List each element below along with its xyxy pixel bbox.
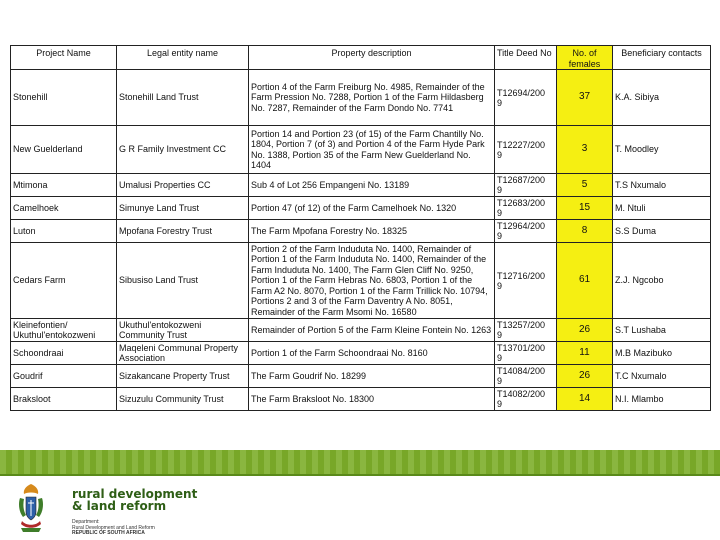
project-name-cell: New Guelderland <box>11 126 117 174</box>
entity-name-cell: Umalusi Properties CC <box>117 174 249 197</box>
title-deed-cell: T13701/200 9 <box>495 342 557 365</box>
beneficiary-contact-cell: M.B Mazibuko <box>613 342 711 365</box>
property-description-cell: Portion 14 and Portion 23 (of 15) of the Farm Chantilly No. 1804, Portion 7 (of 3) and Portion 4 of the Farm Hyde Park No. 1388, Portion 35 of the Farm New Guelderland No. 1404 <box>249 126 495 174</box>
females-count-cell: 8 <box>557 220 613 243</box>
beneficiary-contact-cell: T.S Nxumalo <box>613 174 711 197</box>
project-name-cell: Mtimona <box>11 174 117 197</box>
header-property: Property description <box>249 46 495 70</box>
beneficiary-contact-cell: M. Ntuli <box>613 197 711 220</box>
header-entity: Legal entity name <box>117 46 249 70</box>
entity-name-cell: Sizuzulu Community Trust <box>117 388 249 411</box>
property-description-cell: The Farm Goudrif No. 18299 <box>249 365 495 388</box>
beneficiary-contact-cell: S.T Lushaba <box>613 319 711 342</box>
table-row <box>11 319 711 342</box>
property-description-cell: Portion 1 of the Farm Schoondraai No. 8160 <box>249 342 495 365</box>
property-description-cell: Sub 4 of Lot 256 Empangeni No. 13189 <box>249 174 495 197</box>
beneficiary-contact-cell: N.I. Mlambo <box>613 388 711 411</box>
property-description-cell: The Farm Braksloot No. 18300 <box>249 388 495 411</box>
header-project: Project Name <box>11 46 117 70</box>
table-row <box>11 342 711 365</box>
entity-name-cell: Maqeleni Communal Property Association <box>117 342 249 365</box>
project-name-cell: Kleinefontien/ Ukuthul'entokozweni <box>11 319 117 342</box>
entity-name-cell: Mpofana Forestry Trust <box>117 220 249 243</box>
females-count-cell: 5 <box>557 174 613 197</box>
project-name-cell: Schoondraai <box>11 342 117 365</box>
property-description-cell: Remainder of Portion 5 of the Farm Kleine Fontein No. 1263 <box>249 319 495 342</box>
brand-name <box>72 488 197 512</box>
title-deed-cell: T12716/200 9 <box>495 243 557 319</box>
property-description-cell: The Farm Mpofana Forestry No. 18325 <box>249 220 495 243</box>
females-count-cell: 26 <box>557 365 613 388</box>
footer-bar <box>0 450 720 474</box>
property-description-cell: Portion 4 of the Farm Freiburg No. 4985, Remainder of the Farm Pression No. 7288, Portion 1 of the Farm Hildasberg No. 7287, Remainder of the Farm Dondo No. 7741 <box>249 70 495 126</box>
project-name-cell: Cedars Farm <box>11 243 117 319</box>
department-logo <box>10 482 310 538</box>
table-row <box>11 365 711 388</box>
title-deed-cell: T12683/200 9 <box>495 197 557 220</box>
title-deed-cell: T14084/200 9 <box>495 365 557 388</box>
entity-name-cell: Stonehill Land Trust <box>117 70 249 126</box>
project-name-cell: Goudrif <box>11 365 117 388</box>
brand-line-1: rural development <box>72 487 198 501</box>
title-deed-cell: T12694/200 9 <box>495 70 557 126</box>
footer-bar-pattern <box>0 450 720 474</box>
coat-of-arms-icon <box>14 482 48 536</box>
females-count-cell: 61 <box>557 243 613 319</box>
females-count-cell: 26 <box>557 319 613 342</box>
females-count-cell: 14 <box>557 388 613 411</box>
project-name-cell: Luton <box>11 220 117 243</box>
table-row <box>11 197 711 220</box>
project-name-cell: Braksloot <box>11 388 117 411</box>
females-count-cell: 11 <box>557 342 613 365</box>
dept-line-3: REPUBLIC OF SOUTH AFRICA <box>72 530 145 537</box>
header-row <box>11 46 711 70</box>
females-count-cell: 3 <box>557 126 613 174</box>
footer-bar-underline <box>0 474 720 476</box>
beneficiary-contact-cell: K.A. Sibiya <box>613 70 711 126</box>
females-count-cell: 37 <box>557 70 613 126</box>
title-deed-cell: T12227/200 9 <box>495 126 557 174</box>
header-females: No. of females <box>557 46 613 70</box>
property-description-cell: Portion 47 (of 12) of the Farm Camelhoek No. 1320 <box>249 197 495 220</box>
table-row <box>11 243 711 319</box>
beneficiary-contact-cell: T.C Nxumalo <box>613 365 711 388</box>
entity-name-cell: Ukuthul'entokozweni Community Trust <box>117 319 249 342</box>
property-description-cell: Portion 2 of the Farm Induduta No. 1400, Remainder of Portion 1 of the Farm Induduta No. 1400, Remainder of the Farm Induduta No. 1400, The Farm Glen Cliff No. 9250, Portion 1 of the Farm Hebras No. 6803, Portion 1 of the Farm A2 No. 8070, Portion 1 of the Farm Trillick No. 10794, Portions 2 and 3 of the Farm Daventry A No. 8051, Remainder of the Farm Msomi No. 16580 <box>249 243 495 319</box>
title-deed-cell: T13257/200 9 <box>495 319 557 342</box>
females-count-cell: 15 <box>557 197 613 220</box>
entity-name-cell: Sibusiso Land Trust <box>117 243 249 319</box>
table-row <box>11 220 711 243</box>
title-deed-cell: T12964/200 9 <box>495 220 557 243</box>
project-name-cell: Stonehill <box>11 70 117 126</box>
beneficiary-contact-cell: S.S Duma <box>613 220 711 243</box>
beneficiary-table-wrap <box>10 45 710 411</box>
entity-name-cell: G R Family Investment CC <box>117 126 249 174</box>
brand-line-2: & land reform <box>72 499 167 513</box>
project-name-cell: Camelhoek <box>11 197 117 220</box>
table-row <box>11 70 711 126</box>
title-deed-cell: T12687/200 9 <box>495 174 557 197</box>
dept-line-2: Rural Development and Land Reform <box>72 524 155 531</box>
department-text <box>72 520 155 537</box>
header-deed: Title Deed No <box>495 46 557 70</box>
table-row <box>11 126 711 174</box>
entity-name-cell: Simunye Land Trust <box>117 197 249 220</box>
beneficiary-contact-cell: T. Moodley <box>613 126 711 174</box>
beneficiary-table <box>10 45 711 411</box>
table-row <box>11 388 711 411</box>
table-row <box>11 174 711 197</box>
dept-line-1: Department: <box>72 519 100 525</box>
title-deed-cell: T14082/200 9 <box>495 388 557 411</box>
beneficiary-contact-cell: Z.J. Ngcobo <box>613 243 711 319</box>
entity-name-cell: Sizakancane Property Trust <box>117 365 249 388</box>
header-contacts: Beneficiary contacts <box>613 46 711 70</box>
